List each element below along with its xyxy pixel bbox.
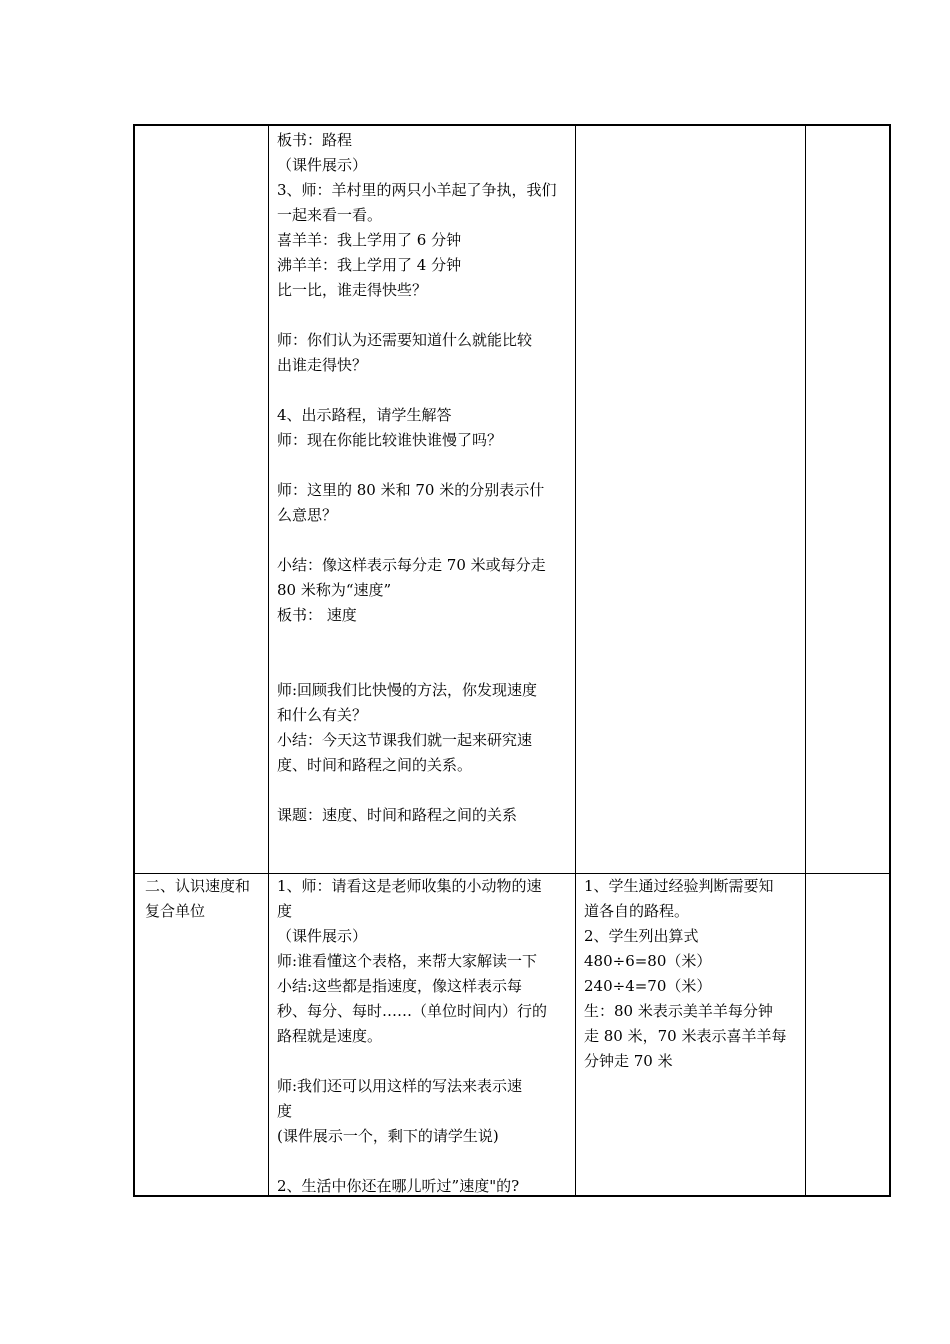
text-line: 板书：路程 [277, 131, 353, 149]
text-line: 1、学生通过经验判断需要知 [584, 877, 774, 895]
row2-teacher-activity [269, 874, 575, 1199]
text-line: 小结：今天这节课我们就一起来研究速 [277, 731, 533, 749]
text-line: 小结:这些都是指速度，像这样表示每 [277, 977, 523, 995]
text-line: 师：现在你能比较谁快谁慢了吗？ [277, 431, 503, 449]
text-line: 度、时间和路程之间的关系。 [277, 756, 473, 774]
text-line [277, 303, 567, 328]
column-divider [805, 126, 806, 1195]
text-line [277, 653, 567, 678]
text-line: 师:回顾我们比快慢的方法，你发现速度 [277, 681, 538, 699]
text-line: 和什么有关？ [277, 706, 368, 724]
text-line [277, 1049, 567, 1074]
text-line: 240÷4=70（米） [584, 977, 712, 995]
text-line: 复合单位 [145, 902, 206, 920]
row1-teacher-activity [269, 128, 575, 828]
text-line [277, 778, 567, 803]
text-line: 80 米称为“速度” [277, 581, 392, 599]
row2-stage-title [137, 874, 268, 924]
text-line: 2、生活中你还在哪儿听过”速度"的? [277, 1177, 520, 1195]
text-line [277, 628, 567, 653]
text-line: 师：这里的 80 米和 70 米的分别表示什 [277, 481, 545, 499]
text-line [277, 528, 567, 553]
text-line: 2、学生列出算式 [584, 927, 699, 945]
text-line: 师:我们还可以用这样的写法来表示速 [277, 1077, 523, 1095]
text-line: 出谁走得快？ [277, 356, 368, 374]
text-line: 走 80 米，70 米表示喜羊羊每 [584, 1027, 787, 1045]
text-line: 生：80 米表示美羊羊每分钟 [584, 1002, 773, 1020]
text-line: （课件展示） [277, 156, 368, 174]
row2-student-activity [576, 874, 805, 1074]
text-line [277, 378, 567, 403]
text-line: 小结：像这样表示每分走 70 米或每分走 [277, 556, 546, 574]
text-line [277, 1149, 567, 1174]
text-line: 沸羊羊：我上学用了 4 分钟 [277, 256, 462, 274]
lesson-plan-table [133, 124, 891, 1197]
text-line: 二、认识速度和 [145, 877, 251, 895]
text-line: 1、师：请看这是老师收集的小动物的速 [277, 877, 542, 895]
text-line: 师:谁看懂这个表格，来帮大家解读一下 [277, 952, 538, 970]
text-line: 师：你们认为还需要知道什么就能比较 [277, 331, 533, 349]
text-line: 度 [277, 1102, 293, 1120]
text-line: 课题：速度、时间和路程之间的关系 [277, 806, 518, 824]
text-line: 么意思？ [277, 506, 338, 524]
text-line: (课件展示一个，剩下的请学生说) [277, 1127, 499, 1145]
text-line: 3、师：羊村里的两只小羊起了争执，我们 [277, 181, 557, 199]
text-line: （课件展示） [277, 927, 368, 945]
text-line: 秒、每分、每时……（单位时间内）行的 [277, 1002, 548, 1020]
text-line: 4、出示路程，请学生解答 [277, 406, 452, 424]
text-line: 比一比，谁走得快些？ [277, 281, 428, 299]
text-line: 喜羊羊：我上学用了 6 分钟 [277, 231, 462, 249]
text-line: 路程就是速度。 [277, 1027, 383, 1045]
text-line: 分钟走 70 米 [584, 1052, 673, 1070]
text-line [277, 453, 567, 478]
text-line: 度 [277, 902, 293, 920]
text-line: 一起来看一看。 [277, 206, 383, 224]
text-line: 480÷6=80（米） [584, 952, 712, 970]
text-line: 板书： 速度 [277, 606, 357, 624]
text-line: 道各自的路程。 [584, 902, 690, 920]
